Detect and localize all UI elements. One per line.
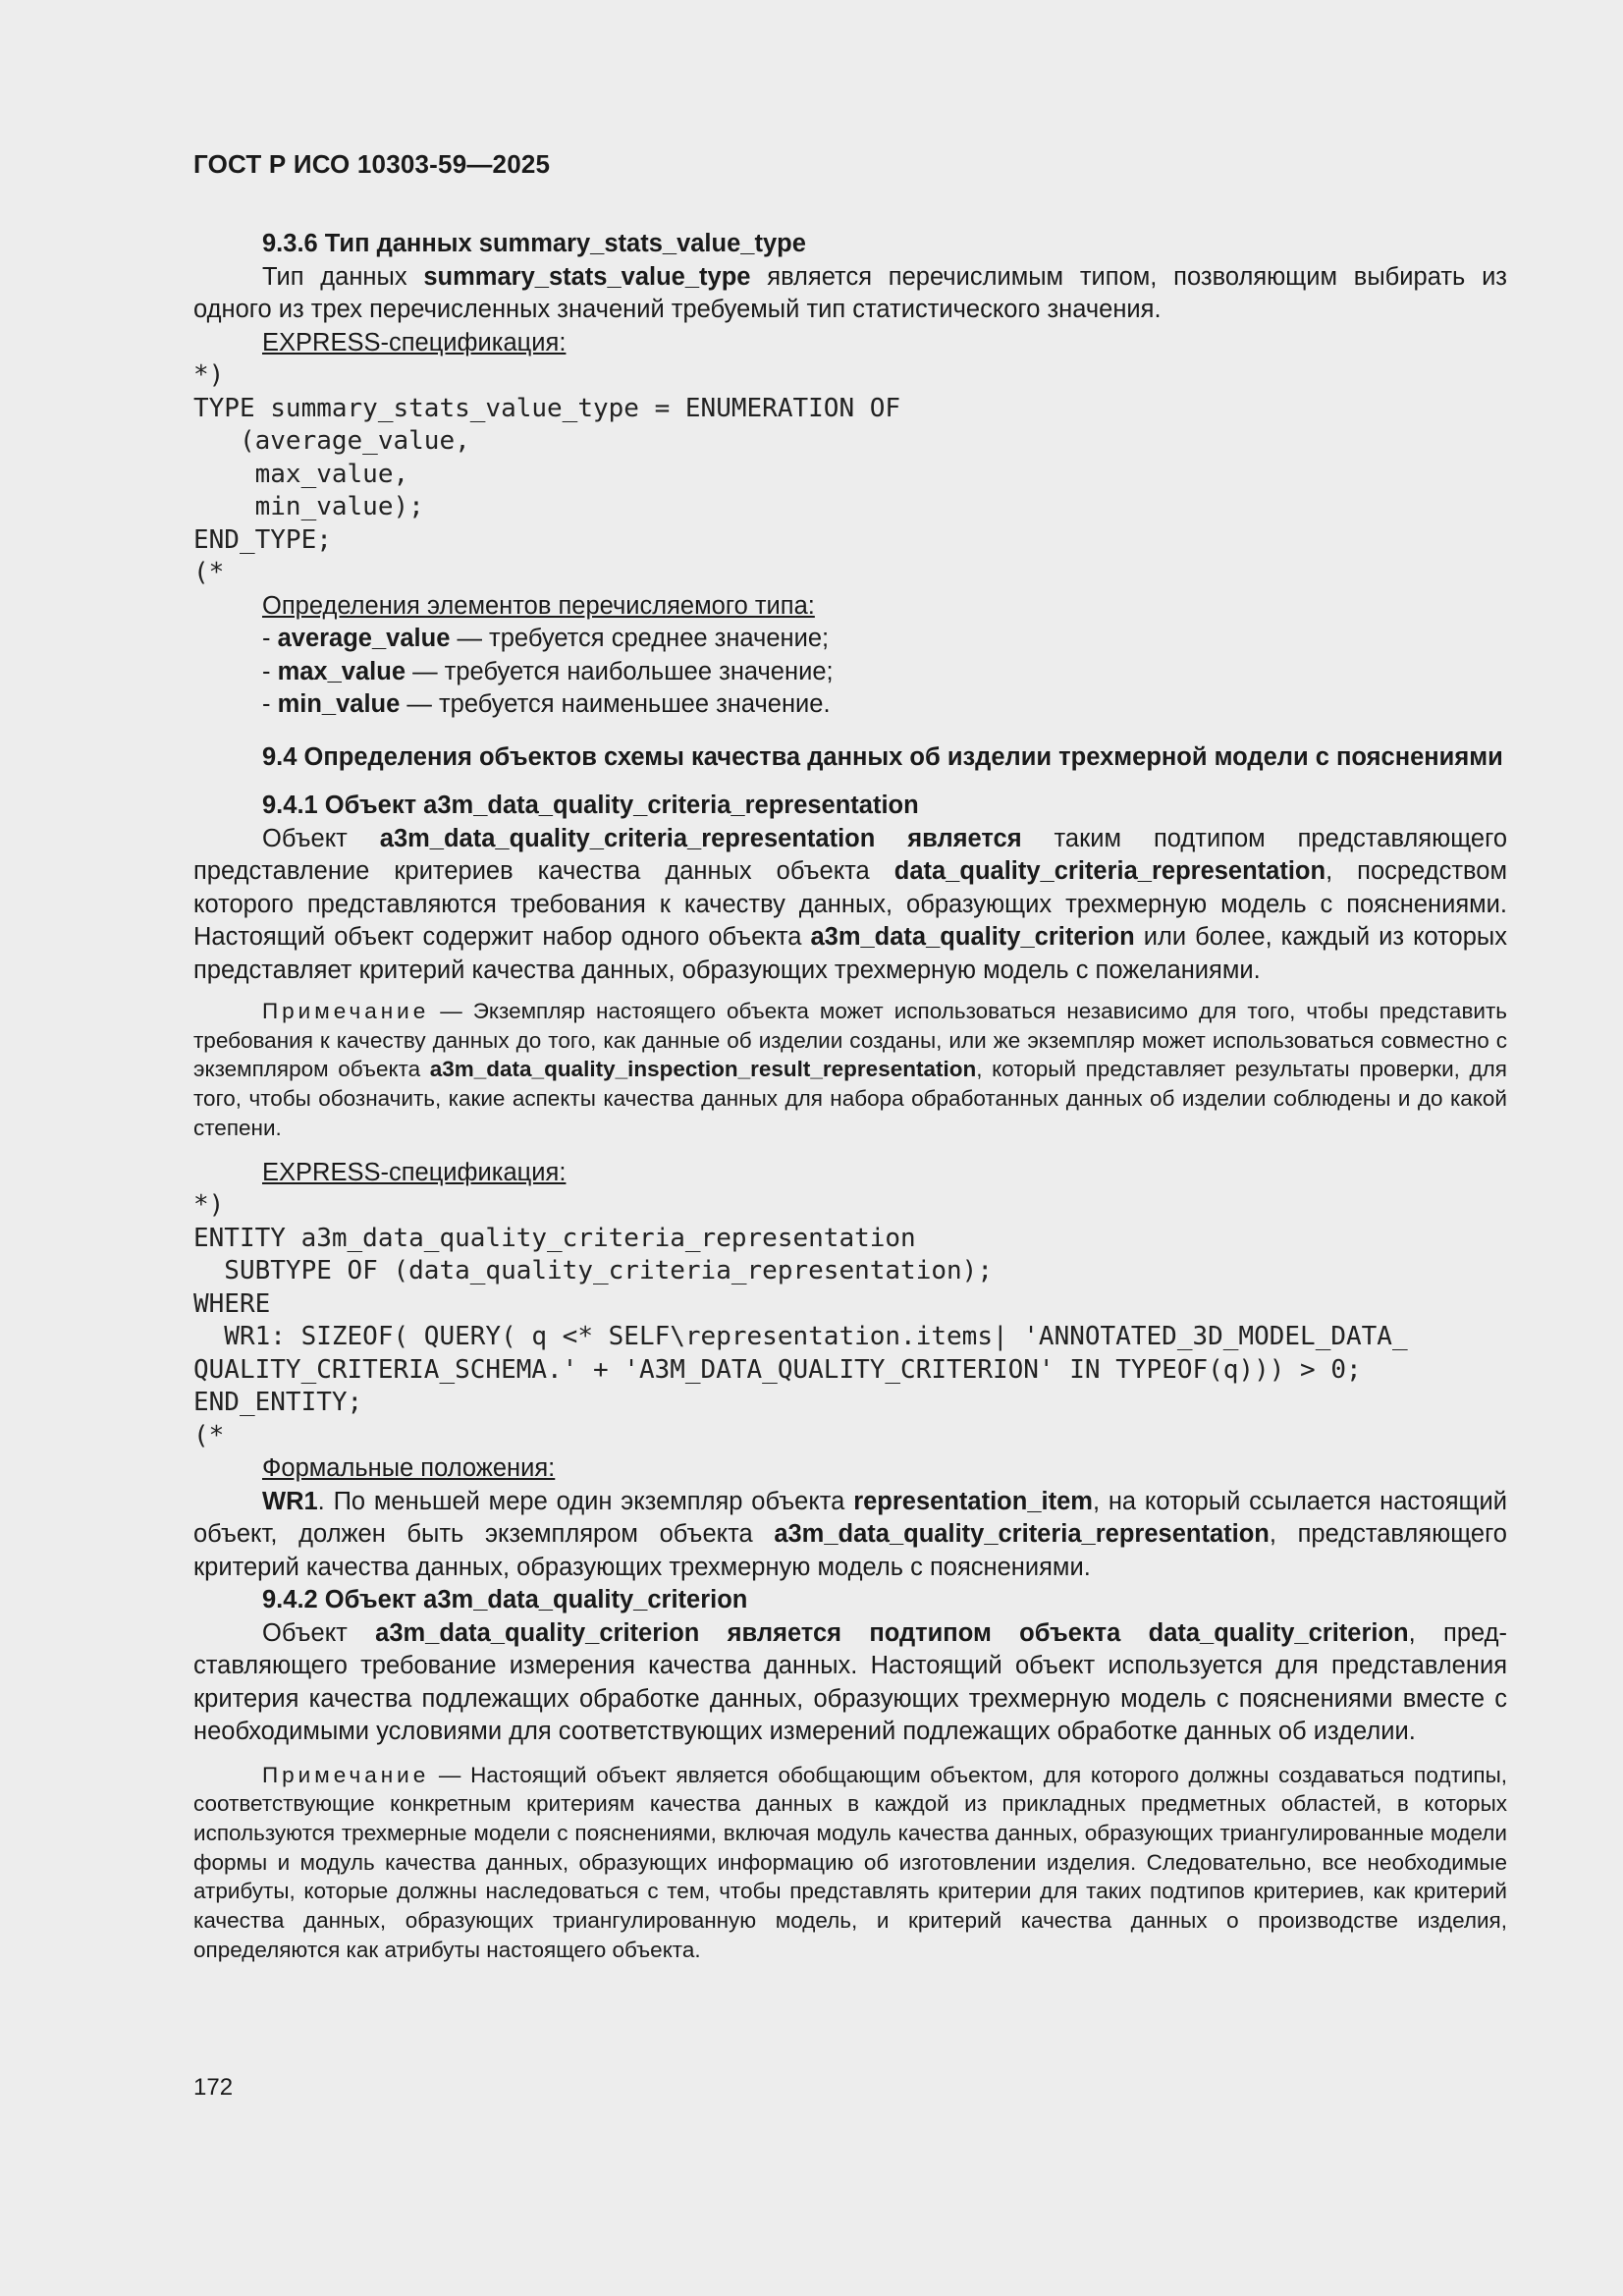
text: является перечислимым типом, позволяющим выбирать из одного из трех перечисленных значений требуемый тип статистического значения. bbox=[193, 262, 1508, 323]
note-label: Примечание bbox=[262, 1762, 430, 1787]
paragraph bbox=[193, 823, 1507, 988]
list-item bbox=[193, 623, 1507, 656]
code-line: QUALITY_CRITERIA_SCHEMA.' + 'A3M_DATA_QUALITY_CRITERION' IN TYPEOF(q))) > 0; bbox=[193, 1354, 1362, 1385]
text: , посредством которого представляются требования к качеству данных, образующих трехмерную модель с пояснениями. Настоящий объект содержит набор одного объекта bbox=[193, 857, 1508, 951]
code-line: ENTITY a3m_data_quality_criteria_representation bbox=[193, 1223, 916, 1253]
code-line: (* bbox=[193, 1420, 225, 1450]
text: Тип данных bbox=[262, 262, 424, 291]
code-line: END_TYPE; bbox=[193, 524, 332, 555]
code-line: min_value); bbox=[193, 492, 424, 521]
text: Объект bbox=[262, 824, 380, 852]
text: , на который ссылается настоящий объект, должен быть экземпляром объекта bbox=[193, 1487, 1507, 1549]
note bbox=[193, 997, 1507, 1143]
bold-term: min_value bbox=[277, 690, 401, 718]
code-block bbox=[193, 1189, 1507, 1452]
code-line: (* bbox=[193, 558, 225, 587]
text: — требуется наименьшее значение. bbox=[400, 690, 831, 718]
bold-term: a3m_data_quality_inspection_result_representation bbox=[429, 1057, 977, 1082]
text: таким подтипом представляющего представление критериев качества данных объекта bbox=[193, 824, 1508, 885]
express-label: EXPRESS-спецификация: bbox=[262, 1158, 567, 1186]
section-heading-9-4-1: 9.4.1 Объект a3m_data_quality_criteria_representation bbox=[262, 792, 919, 819]
section-heading-9-4: 9.4 Определения объектов схемы качества данных об изделии трехмерной модели с пояснениями bbox=[262, 742, 1503, 771]
code-line: *) bbox=[193, 1190, 225, 1221]
section-heading-9-4-2: 9.4.2 Объект a3m_data_quality_criterion bbox=[262, 1586, 748, 1614]
text: , представляющего критерий качества данных, образующих трехмерную модель с пояснениями. bbox=[193, 1520, 1507, 1581]
bold-term: summary_stats_value_type bbox=[423, 262, 751, 291]
text: - bbox=[262, 657, 278, 685]
text: , представляющего требование измерения качества данных. Настоящий объект используется для представления критерия качества подлежащих обработке данных, образующих трехмерную модель с пояснениями вместе с необходимыми условиями для соответствующих измерений подлежащих обработке данных об изделии. bbox=[193, 1618, 1508, 1746]
list-item bbox=[193, 688, 1507, 722]
code-block bbox=[193, 359, 1507, 590]
code-line: WHERE bbox=[193, 1288, 271, 1319]
note bbox=[193, 1761, 1507, 1965]
code-line: (average_value, bbox=[193, 426, 470, 456]
bold-term: a3m_data_quality_criteria_representation bbox=[774, 1520, 1270, 1549]
bold-term: a3m_data_quality_criterion bbox=[810, 923, 1135, 951]
bold-term: data_quality_criteria_representation bbox=[893, 857, 1326, 885]
code-line: SUBTYPE OF (data_quality_criteria_representation); bbox=[193, 1256, 993, 1286]
bold-term: average_value bbox=[277, 625, 451, 652]
list-item bbox=[193, 656, 1507, 689]
code-line: *) bbox=[193, 360, 225, 390]
bold-term: representation_item bbox=[853, 1487, 1093, 1515]
page-number: 172 bbox=[193, 2074, 234, 2101]
text: — Настоящий объект является обобщающим объектом, для которого должны создаваться подтипы, соответствующие конкретным критериям качества данных в каждой из прикладных предметных областей, в которых используются трехмерные модели с пояснениями, включая модуль качества данных, образующих триангулированные модели формы и модуль качества данных, образующих информацию об изготовлении изделия. Следовательно, все необходимые атрибуты, которые должны наследоваться с тем, чтобы представлять критерии для таких подтипов критериев, как критерий качества данных, образующих триангулированную модель, и критерий качества данных о производстве изделия, определяются как атрибуты настоящего объекта. bbox=[193, 1762, 1507, 1962]
bold-term: max_value bbox=[277, 657, 406, 685]
paragraph bbox=[193, 1617, 1507, 1749]
bold-term: WR1 bbox=[262, 1487, 318, 1515]
text: - bbox=[262, 690, 278, 718]
definitions-label: Определения элементов перечисляемого типа: bbox=[262, 591, 815, 620]
formal-label: Формальные положения: bbox=[262, 1454, 556, 1483]
bold-term: a3m_data_quality_criterion является подтипом объекта data_quality_criterion bbox=[375, 1618, 1409, 1647]
section-heading-9-3-6: 9.3.6 Тип данных summary_stats_value_type bbox=[262, 230, 806, 257]
paragraph bbox=[193, 261, 1507, 327]
text: - bbox=[262, 625, 278, 652]
text: , который представляет результаты проверки, для того, чтобы обозначить, какие аспекты качества данных для набора обработанных данных об изделии соблюдены и до какой степени. bbox=[193, 1057, 1507, 1140]
bold-term: a3m_data_quality_criteria_representation является bbox=[379, 824, 1022, 852]
text: — требуется наибольшее значение; bbox=[406, 657, 834, 685]
text: — Экземпляр настоящего объекта может использоваться независимо для того, чтобы представить требования к качеству данных до того, как данные об изделии созданы, или же экземпляр может использоваться совместно с экземпляром объекта bbox=[193, 999, 1507, 1082]
page-header: ГОСТ Р ИСО 10303-59—2025 bbox=[193, 149, 551, 179]
page-content bbox=[193, 228, 1507, 1964]
text: . По меньшей мере один экземпляр объекта bbox=[317, 1487, 854, 1515]
text: или более, каждый из которых представляет критерий качества данных, образующих трехмерную модель с пожеланиями. bbox=[193, 923, 1507, 984]
text: — требуется среднее значение; bbox=[450, 625, 830, 652]
code-line: WR1: SIZEOF( QUERY( q <* SELF\representation.items| 'ANNOTATED_3D_MODEL_DATA_ bbox=[193, 1322, 1408, 1352]
paragraph bbox=[193, 1486, 1507, 1585]
express-label: EXPRESS-спецификация: bbox=[262, 328, 567, 356]
code-line: TYPE summary_stats_value_type = ENUMERATION OF bbox=[193, 393, 901, 423]
note-label: Примечание bbox=[262, 999, 430, 1023]
text: Объект bbox=[262, 1618, 376, 1647]
code-line: END_ENTITY; bbox=[193, 1388, 363, 1418]
code-line: max_value, bbox=[193, 459, 409, 489]
